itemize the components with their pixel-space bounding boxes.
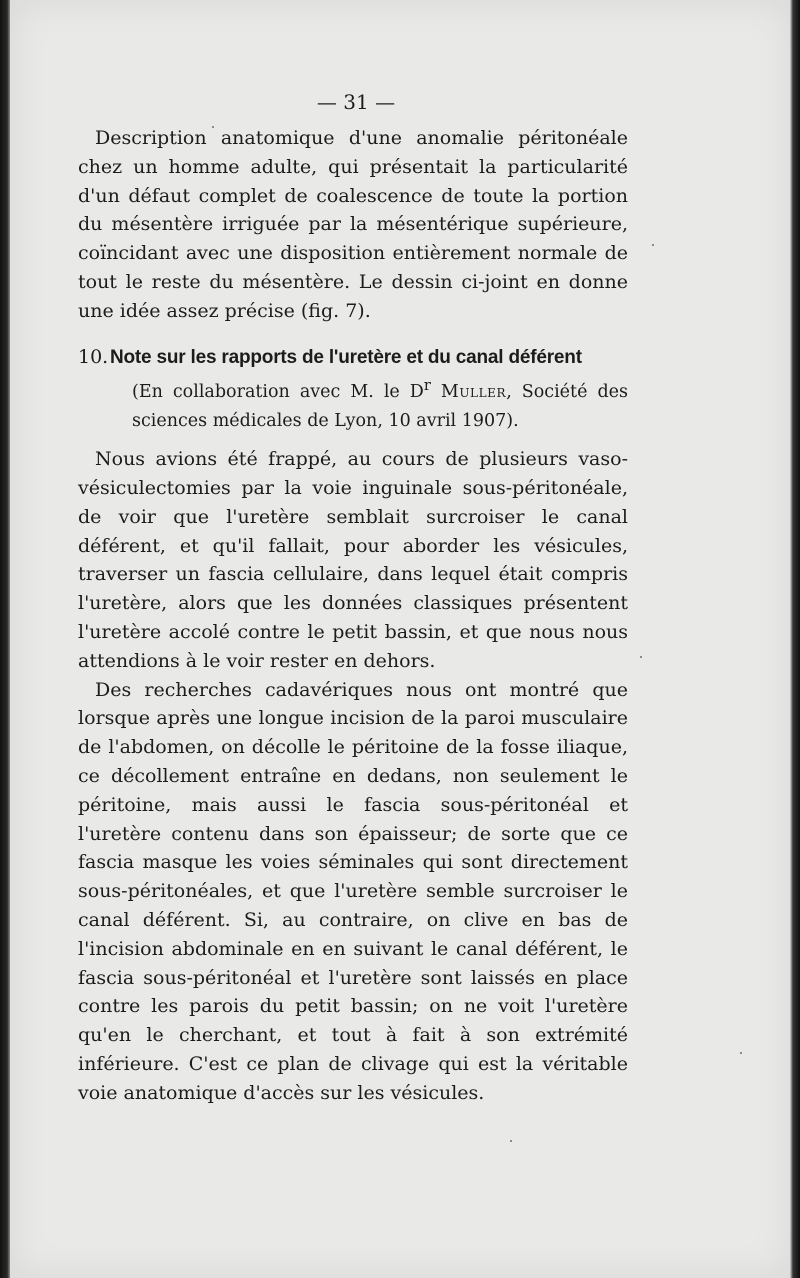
- entry-collaboration-note: [132, 372, 628, 435]
- paragraph-observation: Nous avions été frappé, au cours de plusieurs vaso-vésiculectomies par la voie inguinale sous-péritonéale, de voir que l'uretère semblait surcroiser le canal déférent, et qu'il fallait, pour aborder les vésicules, traverser un fascia cellulaire, dans lequel était compris l'uretère, alors que les données classiques présentent l'uretère accolé contre le petit bassin, et que nous nous attendions à le voir rester en dehors.: [78, 448, 628, 672]
- note-superscript: r: [423, 377, 431, 395]
- entry-title: Note sur les rapports de l'uretère et du canal déférent: [110, 346, 582, 368]
- note-author-name: Muller: [440, 382, 507, 403]
- entry-heading: [78, 343, 628, 373]
- bibliography-entry-10: [78, 343, 628, 436]
- paragraph-anomaly-description: Description anatomique d'une anomalie péritonéale chez un homme adulte, qui présentait la particularité d'un défaut complet de coalescence de toute la portion du mésentère irriguée par la mésentérique supérieure, coïncidant avec une disposition entièrement normale de tout le reste du mésentère. Le dessin ci-joint en donne une idée assez précise (fig. 7).: [78, 127, 628, 322]
- note-suffix: , Société des sciences médicales de Lyon, 10 avril 1907).: [132, 382, 628, 431]
- scan-speck: [510, 1140, 512, 1142]
- entry-number: 10.: [78, 345, 109, 368]
- document-page: [78, 88, 628, 1108]
- paragraph-cadaver-research: Des recherches cadavériques nous ont montré que lorsque après une longue incision de la paroi musculaire de l'abdomen, on décolle le péritoine de la fosse iliaque, ce décollement entraîne en dedans, non seulement le péritoine, mais aussi le fascia sous-péritonéal et l'uretère contenu dans son épaisseur; de sorte que ce fascia masque les voies séminales qui sont directement sous-péritonéales, et que l'uretère semble surcroiser le canal déférent. Si, au contraire, on clive en bas de l'incision abdominale en en suivant le canal déférent, le fascia sous-péritonéal et l'uretère sont laissés en place contre les parois du petit bassin; on ne voit l'uretère qu'en le cherchant, et tout à fait à son extrémité inférieure. C'est ce plan de clivage qui est la véritable voie anatomique d'accès sur les vésicules.: [78, 678, 628, 1104]
- note-prefix: (En collaboration avec M. le D: [132, 382, 424, 403]
- page-number: — 31 —: [316, 90, 396, 114]
- scan-speck: [740, 1052, 742, 1054]
- scan-speck: [640, 656, 642, 658]
- scan-speck: [652, 244, 654, 246]
- scan-right-edge: [790, 0, 800, 1278]
